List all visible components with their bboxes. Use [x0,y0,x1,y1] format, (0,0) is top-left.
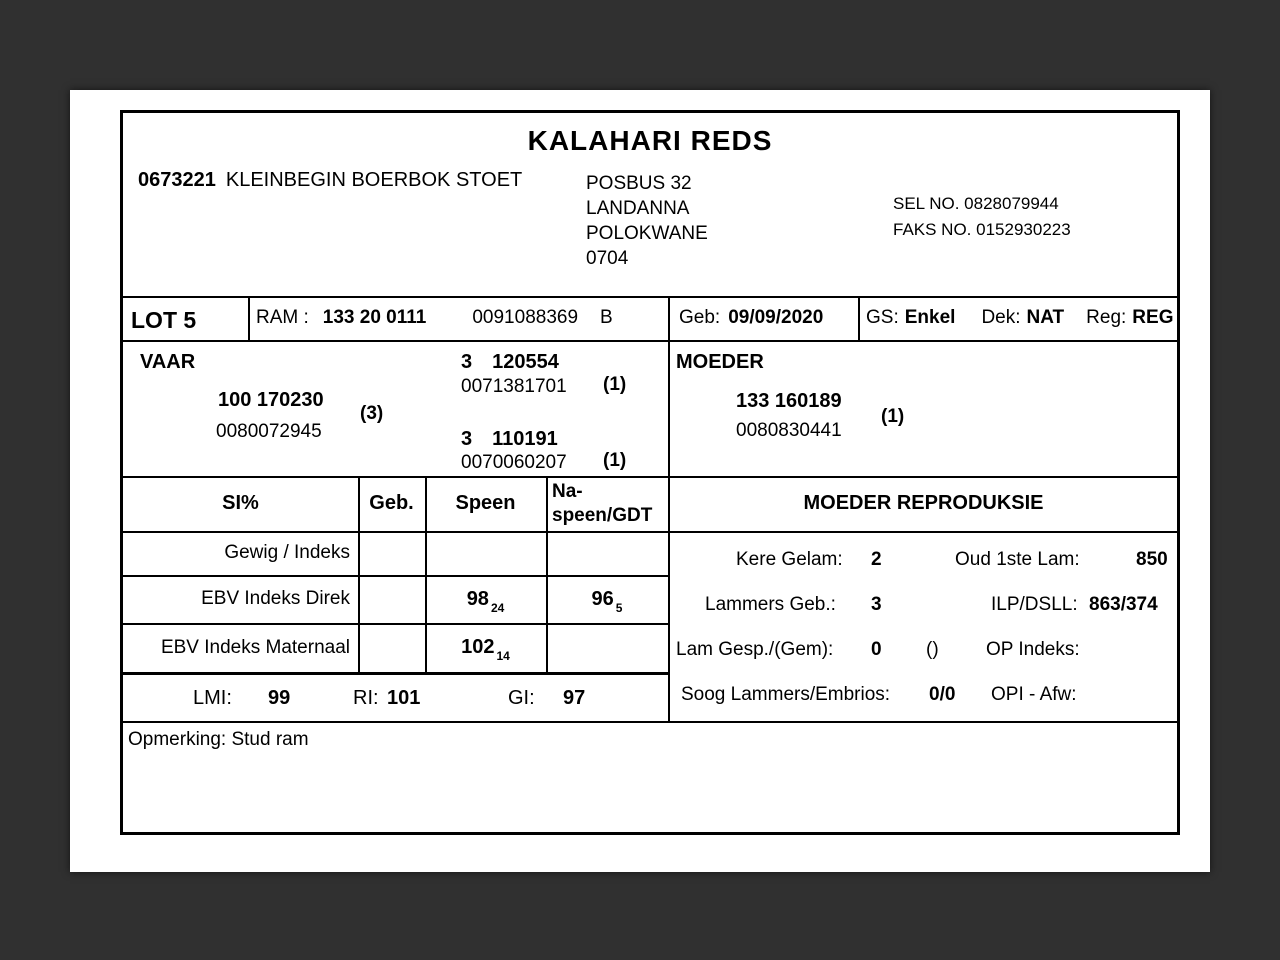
reg-label: Reg: [1086,307,1127,328]
breeder-line [138,169,522,192]
ram-suffix: B [600,307,613,328]
ri-label: RI: [353,687,379,709]
vaar-count: (3) [360,403,384,424]
divider-line [358,476,360,672]
grandsire-prefix: 3 [461,351,473,373]
divider-line [123,340,1177,342]
divider-line [858,296,860,340]
address-block [586,171,708,271]
divider-line [248,296,250,340]
gi-value: 97 [563,687,586,709]
divider-line [123,531,1177,533]
col-header-si: SI% [222,492,259,514]
col-header-naspeen-line2: speen/GDT [552,505,653,526]
lot-number: LOT 5 [131,307,197,333]
divider-line [123,623,669,625]
lam-gesp-value: 0 [871,639,882,660]
granddam-id [461,428,558,451]
status-cell [866,296,1173,340]
divider-line [123,476,1177,478]
lam-gesp-paren: () [926,639,939,660]
dek-value: NAT [1026,307,1065,328]
geb-value: 09/09/2020 [728,307,824,328]
lammers-geb-value: 3 [871,594,882,615]
divider-line [668,296,670,723]
contact-block [893,191,1071,243]
geb-cell [679,296,823,340]
dek-label: Dek: [981,307,1021,328]
value-accuracy: 5 [615,601,623,615]
lammers-geb-label: Lammers Geb.: [705,594,836,615]
op-indeks-label: OP Indeks: [986,639,1080,660]
ebv-maternaal-speen-value [425,623,546,672]
address-line: 0704 [586,248,629,269]
moeder-reg: 0080830441 [736,420,842,441]
granddam-prefix: 3 [461,428,473,450]
geb-label: Geb: [679,307,721,328]
ram-cell [256,296,613,340]
value: 96 [591,588,614,610]
pedigree-card [120,110,1180,835]
opi-afw-label: OPI - Afw: [991,684,1077,705]
col-header-naspeen-line1: Na- [552,481,583,502]
col-header-speen: Speen [455,492,516,514]
document-page [70,90,1210,872]
value: 98 [466,588,489,610]
col-header-geb: Geb. [369,492,414,514]
granddam-reg: 0070060207 [461,452,567,473]
document-title: KALAHARI REDS [527,125,773,156]
gs-value: Enkel [904,307,956,328]
col-header-naspeen [552,480,652,528]
cell-number: SEL NO. 0828079944 [893,194,1059,213]
address-line: POSBUS 32 [586,173,692,194]
lam-gesp-label: Lam Gesp./(Gem): [676,639,834,660]
row-label-ebv-maternaal: EBV Indeks Maternaal [160,637,350,658]
reg-value: REG [1132,307,1174,328]
kere-gelam-label: Kere Gelam: [736,549,843,570]
soog-lammers-value: 0/0 [929,684,956,705]
value-accuracy: 24 [490,601,505,615]
grandsire-id [461,351,559,374]
oud-1ste-lam-label: Oud 1ste Lam: [955,549,1080,570]
fax-number: FAKS NO. 0152930223 [893,220,1071,239]
ram-reg-number: 0091088369 [472,307,579,328]
grandsire-count: (1) [603,374,627,395]
remark-line: Opmerking: Stud ram [128,729,309,750]
grandsire-number: 120554 [492,351,559,373]
moeder-count: (1) [881,406,905,427]
kere-gelam-value: 2 [871,549,882,570]
vaar-heading: VAAR [140,351,196,373]
divider-line [123,575,669,577]
divider-line [425,476,427,672]
ram-id: 133 20 0111 [322,307,427,328]
ebv-direk-naspeen-value [546,575,668,623]
row-label-ebv-direk: EBV Indeks Direk [201,588,350,609]
granddam-number: 110191 [492,428,558,450]
divider-line [123,672,669,675]
divider-line [123,296,1177,298]
ram-label: RAM : [256,307,309,328]
address-line: LANDANNA [586,198,690,219]
divider-line [123,721,1177,723]
gi-label: GI: [508,687,535,709]
row-label-gewig: Gewig / Indeks [224,542,350,563]
ebv-direk-speen-value [425,575,546,623]
member-number: 0673221 [138,169,216,191]
oud-1ste-lam-value: 850 [1136,549,1168,570]
moeder-heading: MOEDER [676,351,764,373]
address-line: POLOKWANE [586,223,708,244]
divider-line [546,476,548,672]
soog-lammers-label: Soog Lammers/Embrios: [681,684,891,705]
ilp-dsll-label: ILP/DSLL: [991,594,1078,615]
ilp-dsll-value: 863/374 [1089,594,1158,615]
reproduction-title: MOEDER REPRODUKSIE [803,492,1044,514]
vaar-id: 100 170230 [218,389,324,411]
value-accuracy: 14 [496,649,510,663]
value: 102 [461,636,495,658]
lmi-value: 99 [268,687,291,709]
vaar-reg: 0080072945 [216,421,322,442]
stud-name: KLEINBEGIN BOERBOK STOET [225,169,523,191]
lmi-label: LMI: [193,687,232,709]
grandsire-reg: 0071381701 [461,376,567,397]
moeder-id: 133 160189 [736,390,842,412]
ri-value: 101 [387,687,421,709]
gs-label: GS: [866,307,899,328]
granddam-count: (1) [603,450,627,471]
